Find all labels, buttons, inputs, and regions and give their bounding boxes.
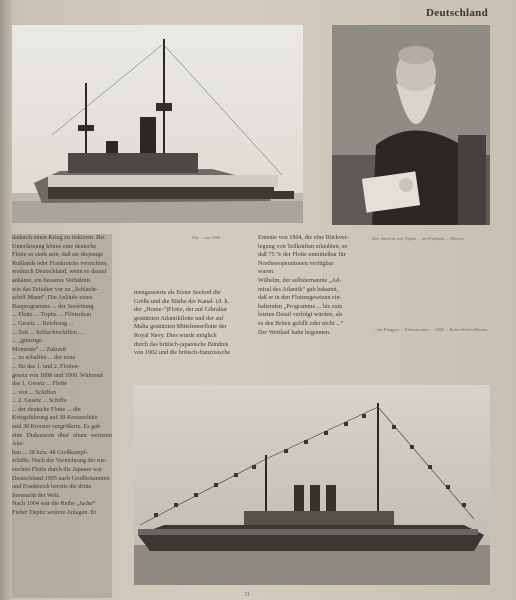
column-3-line: Der Wettlauf hatte begonnen.	[258, 328, 331, 336]
column-2-line: Malta gestützten Mittelmeerflotte der	[134, 323, 227, 331]
column-1-line: sischen Flotte durch die Japaner war	[12, 466, 103, 474]
column-3-line: Nordseeoperationen verfügbar	[258, 259, 334, 267]
text-column-3	[258, 234, 364, 374]
admiral-caption-text: Der Admiral von Tirpitz ... im Frühjahr ... Marine.	[372, 236, 465, 241]
column-1-line: schiffe. Nach der Vernichtung der rus-	[12, 457, 107, 465]
battleship-photo	[12, 25, 303, 223]
column-1-line: ... der deutsche Flotte ... die	[12, 405, 81, 413]
column-1-line: Seemacht der Welt.	[12, 491, 61, 499]
column-1-line: wie das Zeitalter vor zu „Schlacht-	[12, 285, 99, 293]
column-1-line: ... für das 1. und 2. Flotten-	[12, 362, 80, 370]
column-2-line: der „Home-“)Flotte, der auf Gibraltar	[134, 306, 227, 314]
flags-caption	[372, 327, 490, 369]
admiral-caption	[372, 236, 490, 276]
column-1-line: Flotte so stark sein, daß sie diejenige	[12, 251, 104, 259]
column-1-line: Unterlassung könne eine deutsche	[12, 242, 97, 250]
column-2-line: gestützten Atlantikflotte und der auf	[134, 314, 224, 322]
column-3-line: haltenden „Programme ... bis zum	[258, 302, 343, 310]
column-1-line: gesetz von 1898 und 1900. Während	[12, 371, 103, 379]
ship-with-signal-flags-photo	[134, 385, 490, 585]
column-1-line: eine Diskussion über einen weiteren Aus-	[12, 431, 112, 448]
column-1-line: ... „günstige	[12, 337, 42, 345]
column-1-line: ankäme, ein besseres Verhältnis	[12, 276, 91, 284]
column-1-line: dadurch einen Krieg zu riskieren. Bei	[12, 234, 105, 241]
column-2-line: Royal Navy. Dies wurde möglich	[134, 331, 217, 339]
battleship-caption-text: Die ... um 1900.	[192, 235, 222, 240]
text-column-1	[12, 234, 112, 598]
column-1-line: und 38 Kreuzer vergrößerte. Es gab	[12, 423, 101, 431]
column-1-line: Kriegsführung auf 38 Kreuzschäfe	[12, 414, 98, 422]
page-number: 31	[244, 592, 250, 598]
column-2-line: durch das britisch-japanische Bündnis	[134, 340, 229, 348]
column-1-line: Bauprogramms ... der Seeleitung	[12, 302, 94, 310]
column-3-line: Entente von 1904, die eine Rückver-	[258, 234, 349, 241]
flags-caption-text: ... mit Flaggen ... Flottenschau ... 1908 ... Kaiserlichen Marine.	[372, 327, 489, 332]
column-1-line: das 1. Gesetz ... Flotte	[12, 380, 67, 388]
column-1-line: wodurch Deutschland, wenn es darauf	[12, 268, 107, 276]
column-2-line: von 1902 und die britisch-französische	[134, 349, 231, 357]
column-1-line: ... Flotte ... Tirpitz ... Flöttenbau	[12, 311, 92, 319]
column-3-line: daß er in den Flottengesetzen ein-	[258, 294, 342, 302]
column-3-line: legung von Teilkräften erlaubten, so	[258, 242, 348, 250]
section-title: Deutschland	[426, 7, 488, 19]
column-1-line: Rußlands oder Frankreichs vernichten,	[12, 259, 108, 267]
column-3-line: es den Briten gefällt oder nicht ...“	[258, 319, 344, 327]
column-3-line: Wilhelm, der selbsternannte „Ad-	[258, 276, 342, 284]
column-1-line: ... 2. Gesetz ... Schiffe	[12, 397, 67, 405]
column-1-line: Momente“ ... Zukunft	[12, 345, 67, 353]
column-1-line: ... Zeit ... Schlachtschiffen ...	[12, 328, 84, 336]
column-1-line: Nach 1904 war die Reihe „Jacke“	[12, 500, 96, 508]
column-1-line: ... von ... Schiffen	[12, 388, 57, 396]
column-2-line: mengassierte als Erster Seelord die	[134, 289, 221, 296]
column-1-line: schiff Mann“. Die Anläufe eines	[12, 294, 93, 302]
column-3-line: letzten Detail verfolgt würden, als	[258, 311, 343, 319]
admiral-portrait-photo	[332, 25, 490, 225]
column-1-line: Fisher Tirpitz weitere Anlagen. Er	[12, 509, 97, 516]
column-2-line: Größe und die Stärke der Kanal- (d. h.	[134, 297, 230, 305]
text-column-2	[134, 289, 240, 371]
column-1-line: ... zu schaffen ... der erste	[12, 354, 76, 362]
column-3-line: waren.	[258, 268, 275, 276]
column-1-line: und Frankreich bereits die dritte	[12, 483, 92, 491]
column-3-line: daß 75 % der Flotte unmittelbar für	[258, 251, 346, 259]
column-3-line: miral des Atlantik“ gab bekannt,	[258, 285, 339, 293]
column-1-line: bau ... 38 bzw. 48 Großkampf-	[12, 448, 88, 456]
column-1-line: ... Gesetz ... Reichstag ...	[12, 319, 74, 327]
column-1-line: Deutschland 1905 nach Großbritannien	[12, 474, 110, 482]
